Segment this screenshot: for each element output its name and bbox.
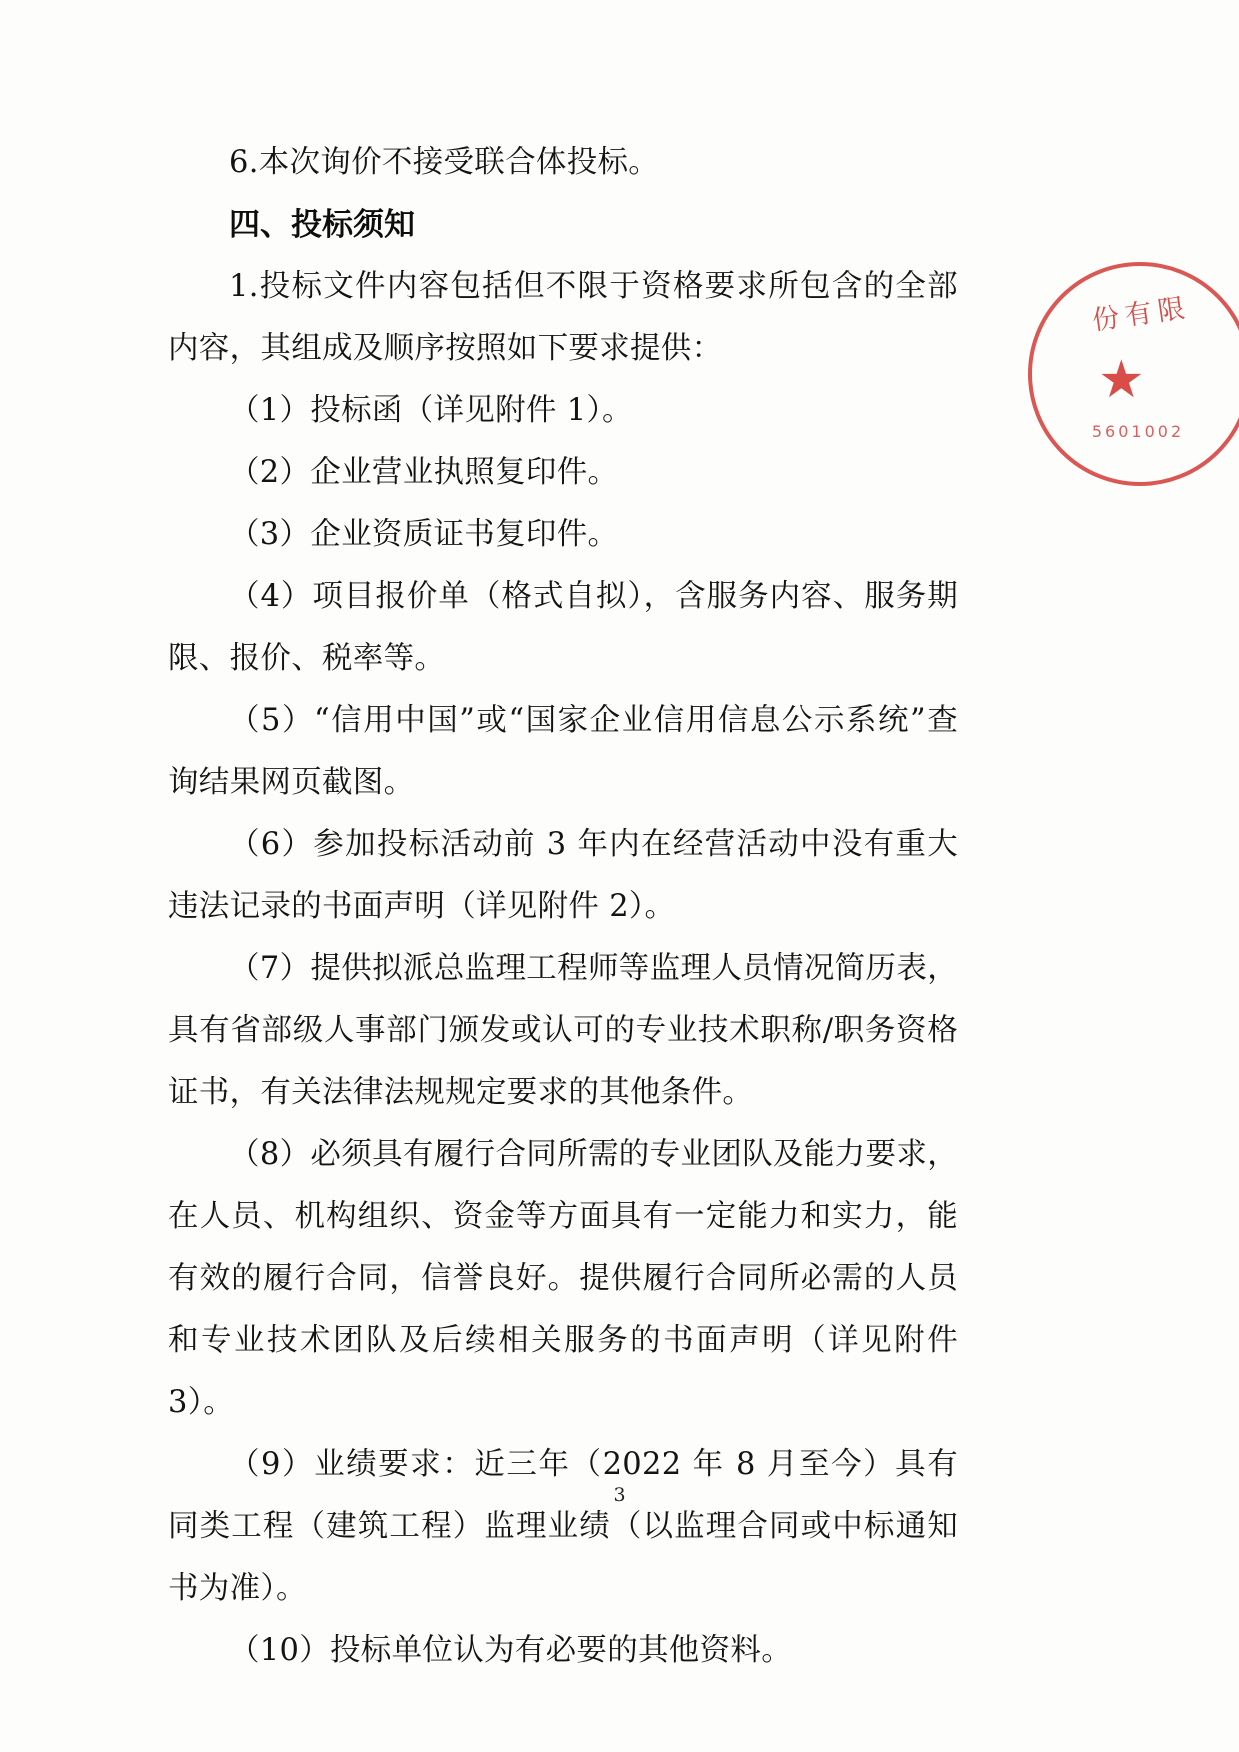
paragraph-sub-2: （2）企业营业执照复印件。 bbox=[229, 455, 619, 490]
paragraph-sub-6: （6）参加投标活动前 3 年内在经营活动中没有重大违法记录的书面声明（详见附件 2）。 bbox=[168, 827, 958, 924]
company-seal-stamp bbox=[1028, 262, 1239, 492]
paragraph-sub-10: （10）投标单位认为有必要的其他资料。 bbox=[229, 1633, 793, 1668]
paragraph-sub-4: （4）项目报价单（格式自拟），含服务内容、服务期限、报价、税率等。 bbox=[168, 579, 958, 676]
section-heading-four: 四、投标须知 bbox=[229, 207, 415, 243]
document-body bbox=[168, 132, 958, 1682]
paragraph-sub-5: （5）“信用中国”或“国家企业信用信息公示系统”查询结果网页截图。 bbox=[168, 703, 958, 800]
paragraph-sub-1: （1）投标函（详见附件 1）。 bbox=[229, 393, 633, 428]
paragraph-sub-7: （7）提供拟派总监理工程师等监理人员情况简历表，具有省部级人事部门颁发或认可的专业技术职称/职务资格证书，有关法律法规规定要求的其他条件。 bbox=[168, 951, 958, 1110]
paragraph-sub-3: （3）企业资质证书复印件。 bbox=[229, 517, 619, 552]
paragraph-item-1: 1.投标文件内容包括但不限于资格要求所包含的全部内容，其组成及顺序按照如下要求提供： bbox=[168, 269, 958, 366]
paragraph-sub-9: （9）业绩要求：近三年（2022 年 8 月至今）具有同类工程（建筑工程）监理业绩（以监理合同或中标通知书为准）。 bbox=[168, 1447, 958, 1606]
paragraph-clause-6: 6.本次询价不接受联合体投标。 bbox=[229, 145, 660, 180]
seal-star-icon: ★ bbox=[1098, 350, 1145, 410]
seal-top-text: 份有限 bbox=[1090, 292, 1193, 337]
seal-bottom-text: 5601002 bbox=[1091, 422, 1185, 441]
seal-ring bbox=[1028, 262, 1239, 486]
paragraph-sub-8: （8）必须具有履行合同所需的专业团队及能力要求，在人员、机构组织、资金等方面具有一定能力和实力，能有效的履行合同，信誉良好。提供履行合同所必需的人员和专业技术团队及后续相关服务的书面声明（详见附件 3）。 bbox=[168, 1137, 958, 1420]
page-number: 3 bbox=[613, 1484, 626, 1506]
